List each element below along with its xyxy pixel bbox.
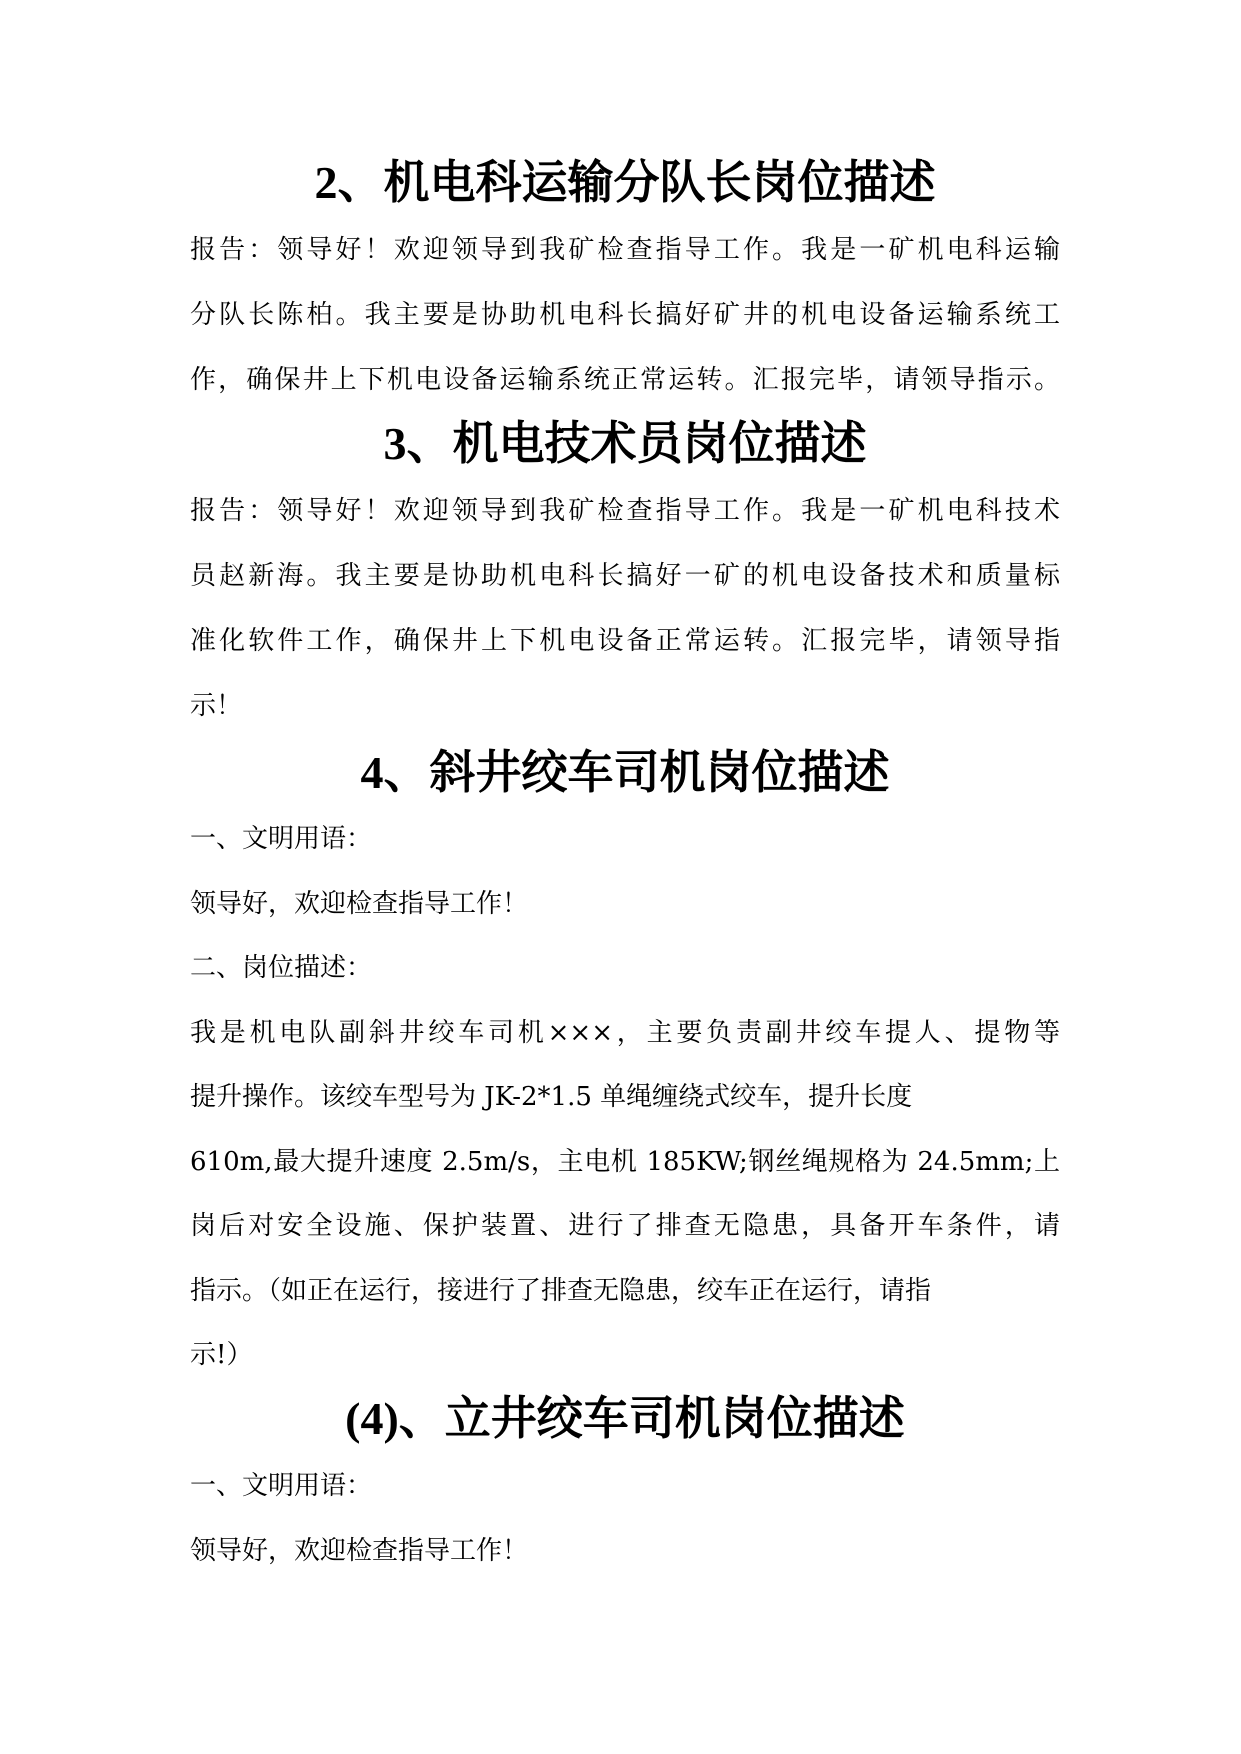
section-heading-4: 4、斜井绞车司机岗位描述 [360, 747, 890, 798]
paragraph-line: 一、文明用语： [190, 824, 373, 854]
paragraph-line: 二、岗位描述： [190, 953, 373, 983]
paragraph-line: 报告：领导好！欢迎领导到我矿检查指导工作。我是一矿机电科技术 [190, 496, 1060, 526]
paragraph-line: 610m,最大提升速度 2.5m/s，主电机 185KW;钢丝绳规格为 24.5mm;上 [190, 1147, 1060, 1177]
paragraph-line: 报告：领导好！欢迎领导到我矿检查指导工作。我是一矿机电科运输 [190, 235, 1060, 265]
paragraph-line: 领导好，欢迎检查指导工作！ [190, 889, 529, 919]
paragraph-line: 一、文明用语： [190, 1471, 373, 1501]
paragraph-line: 示！ [190, 691, 243, 721]
paragraph-line: 示!） [190, 1340, 253, 1370]
paragraph-line: 提升操作。该绞车型号为 JK-2*1.5 单绳缠绕式绞车，提升长度 [190, 1082, 913, 1112]
paragraph-line: 领导好，欢迎检查指导工作！ [190, 1536, 529, 1566]
paragraph-line: 我是机电队副斜井绞车司机×××，主要负责副井绞车提人、提物等 [190, 1018, 1060, 1048]
section-heading-2: 2、机电科运输分队长岗位描述 [314, 157, 936, 208]
section-heading-3: 3、机电技术员岗位描述 [383, 418, 867, 469]
paragraph-line: 分队长陈柏。我主要是协助机电科长搞好矿井的机电设备运输系统工 [190, 300, 1060, 330]
paragraph-line: 准化软件工作，确保井上下机电设备正常运转。汇报完毕，请领导指 [190, 626, 1060, 656]
section-heading-4b: (4)、立井绞车司机岗位描述 [345, 1393, 905, 1444]
paragraph-line: 作，确保井上下机电设备运输系统正常运转。汇报完毕，请领导指示。 [190, 365, 1060, 395]
paragraph-line: 岗后对安全设施、保护装置、进行了排查无隐患，具备开车条件，请 [190, 1211, 1060, 1241]
paragraph-line: 指示。（如正在运行，接进行了排查无隐患，绞车正在运行，请指 [190, 1276, 932, 1306]
paragraph-line: 员赵新海。我主要是协助机电科长搞好一矿的机电设备技术和质量标 [190, 561, 1060, 591]
